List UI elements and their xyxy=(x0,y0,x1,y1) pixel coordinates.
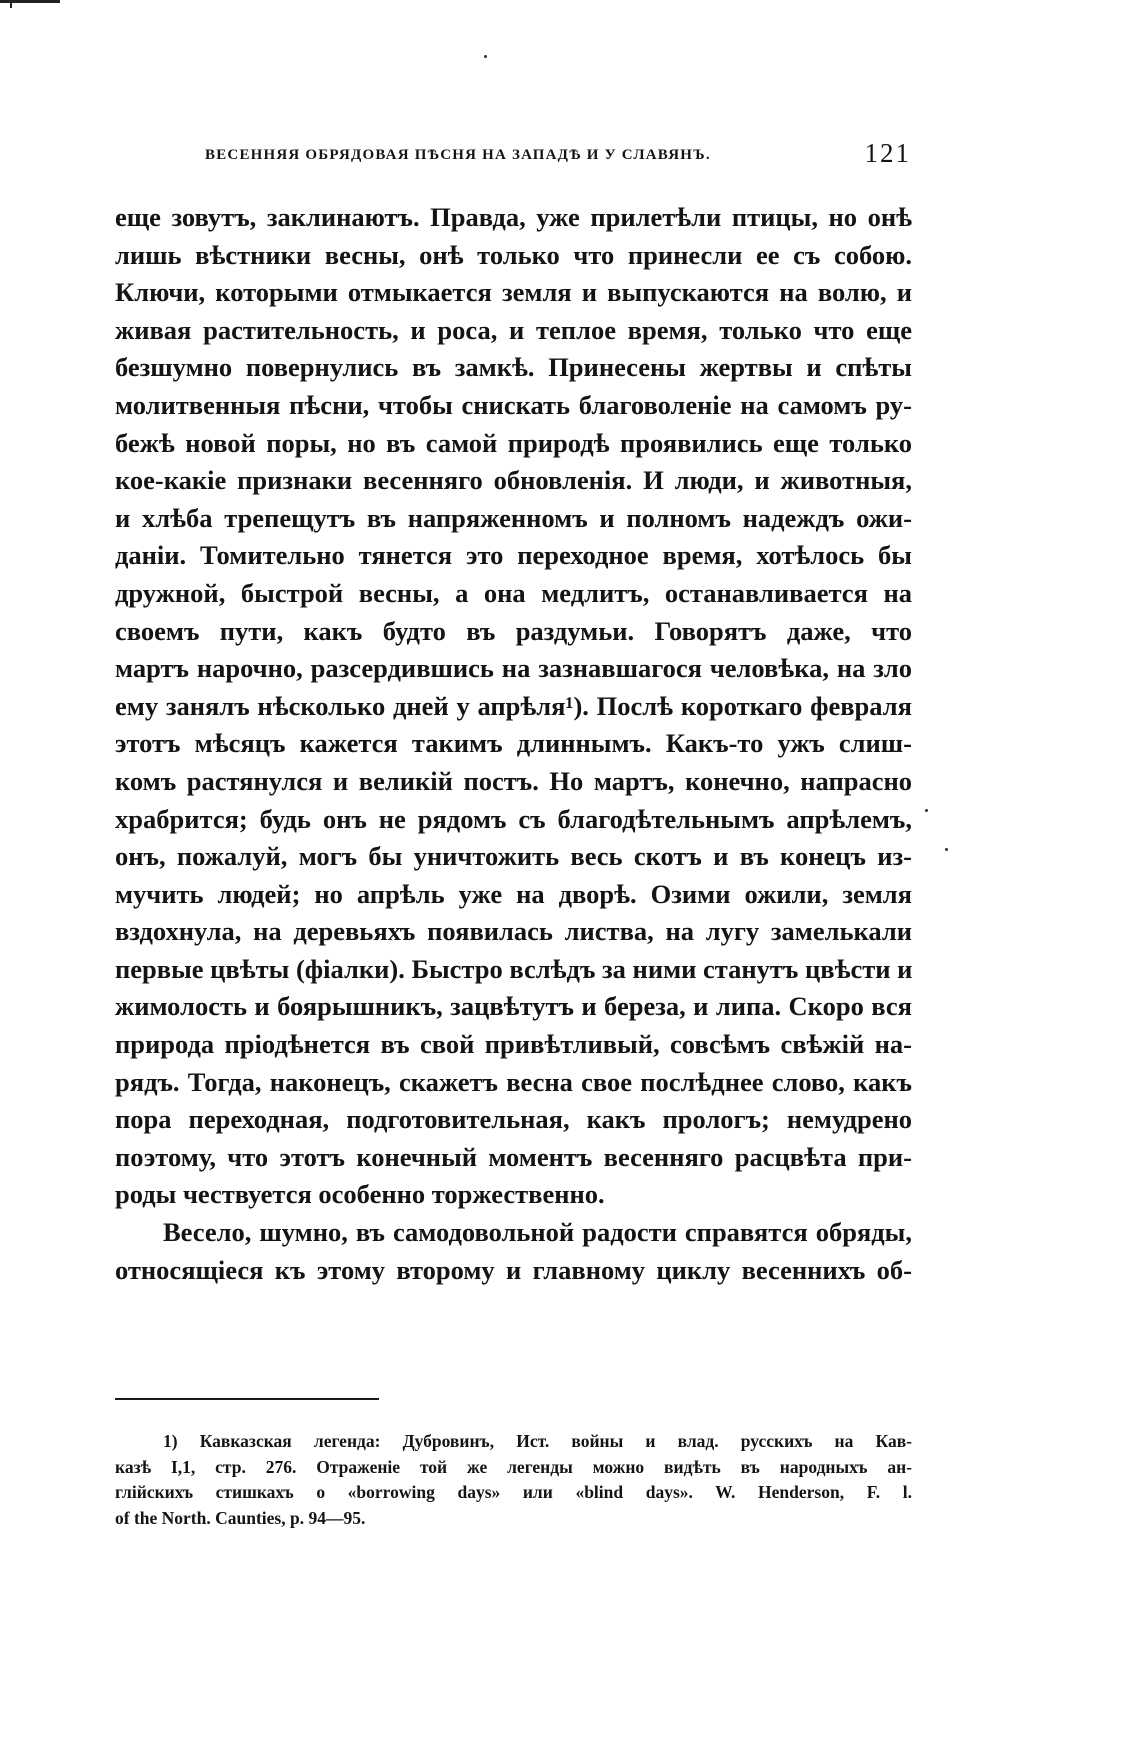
text-line: мучить людей; но апрѣль уже на дворѣ. Озими ожили, земля xyxy=(115,878,912,909)
scan-speck xyxy=(484,55,487,58)
scan-speck xyxy=(945,848,948,851)
page-number: 121 xyxy=(864,138,911,168)
text-line: комъ растянулся и великій постъ. Но мартъ, конечно, напрасно xyxy=(115,765,912,796)
text-line: первые цвѣты (фіалки). Быстро вслѣдъ за ними станутъ цвѣсти и xyxy=(115,953,912,984)
page-header xyxy=(205,138,911,174)
text-line: ему занялъ нѣсколько дней у апрѣля¹). Послѣ короткаго февраля xyxy=(115,690,912,721)
text-line: лишь вѣстники весны, онѣ только что принесли ее съ собою. xyxy=(115,239,912,270)
text-line: онъ, пожалуй, могъ бы уничтожить весь скотъ и въ конецъ из- xyxy=(115,841,912,872)
text-line: безшумно повернулись въ замкѣ. Принесены жертвы и спѣты xyxy=(115,352,912,383)
text-line: рядъ. Тогда, наконецъ, скажетъ весна свое послѣднее слово, какъ xyxy=(115,1066,912,1097)
text-line: бежѣ новой поры, но въ самой природѣ проявились еще только xyxy=(115,427,912,458)
main-text xyxy=(115,199,912,1289)
text-line: и хлѣба трепещутъ въ напряженномъ и полномъ надеждъ ожи- xyxy=(115,502,912,533)
footnote-line: глійскихъ стишкахъ о «borrowing days» или «blind days». W. Henderson, F. l. xyxy=(115,1482,912,1502)
running-title: ВЕСЕННЯЯ ОБРЯДОВАЯ ПѢСНЯ НА ЗАПАДѢ И У СЛАВЯНЪ. xyxy=(205,147,711,163)
text-line: мартъ нарочно, разсердившись на зазнавшагося человѣка, на зло xyxy=(115,653,912,684)
footnote-line: of the North. Caunties, p. 94—95. xyxy=(115,1507,366,1528)
text-line: природа пріодѣнется въ свой привѣтливый, совсѣмъ свѣжій на- xyxy=(115,1029,912,1060)
text-line: роды чествуется особенно торжественно. xyxy=(115,1179,605,1210)
text-line: своемъ пути, какъ будто въ раздумьи. Говорятъ даже, что xyxy=(115,615,912,646)
text-line: живая растительность, и роса, и теплое время, только что еще xyxy=(115,314,912,345)
text-line: пора переходная, подготовительная, какъ прологъ; немудрено xyxy=(115,1104,912,1135)
footnotes xyxy=(115,1429,912,1531)
text-line: вздохнула, на деревьяхъ появилась листва, на лугу замелькали xyxy=(115,916,912,947)
text-line: поэтому, что этотъ конечный моментъ весенняго расцвѣта при- xyxy=(115,1141,912,1172)
scan-corner-tick xyxy=(10,3,12,8)
footnote-line: казѣ I,1, стр. 276. Отраженіе той же легенды можно видѣть въ народныхъ ан- xyxy=(115,1456,912,1477)
text-line: даніи. Томительно тянется это переходное время, хотѣлось бы xyxy=(115,540,912,571)
text-line: молитвенныя пѣсни, чтобы снискать благоволеніе на самомъ ру- xyxy=(115,389,912,420)
text-line: этотъ мѣсяцъ кажется такимъ длиннымъ. Какъ-то ужъ слиш- xyxy=(115,728,912,759)
text-line: Весело, шумно, въ самодовольной радости справятся обряды, xyxy=(163,1217,912,1248)
text-line: кое-какіе признаки весенняго обновленія. И люди, и животныя, xyxy=(115,465,912,496)
text-line: Ключи, которыми отмыкается земля и выпускаются на волю, и xyxy=(115,277,912,308)
scan-corner-mark xyxy=(0,0,60,3)
text-line: жимолость и боярышникъ, зацвѣтутъ и береза, и липа. Скоро вся xyxy=(115,991,912,1022)
footnote-rule xyxy=(115,1398,379,1400)
text-line: храбрится; будь онъ не рядомъ съ благодѣтельнымъ апрѣлемъ, xyxy=(115,803,912,834)
text-line: относящіеся къ этому второму и главному циклу весеннихъ об- xyxy=(115,1254,912,1285)
footnote-line: 1) Кавказская легенда: Дубровинъ, Ист. войны и влад. русскихъ на Кав- xyxy=(163,1431,912,1451)
text-line: дружной, быстрой весны, а она медлитъ, останавливается на xyxy=(115,577,912,608)
text-line: еще зовутъ, заклинаютъ. Правда, уже прилетѣли птицы, но онѣ xyxy=(115,202,912,232)
scan-speck xyxy=(925,809,928,812)
